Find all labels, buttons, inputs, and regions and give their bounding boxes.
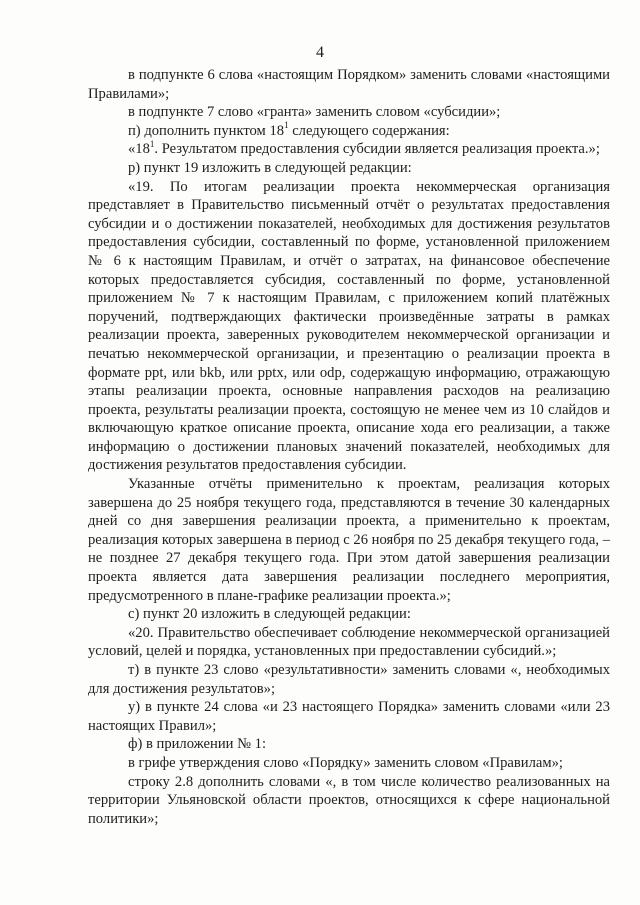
paragraph-subpoint-7: в подпункте 7 слово «гранта» заменить словом «субсидии»; <box>128 104 501 121</box>
paragraph-point-19: «19. По итогам реализации проекта некоммерческая организация представляет в Правительство письменный отчёт о результатах предоставления субсидии и о достижении показателей, необходимых для достижения результатов предоставления субсидии, составленный по форме, установленной приложением № 6 к настоящим Правилам, и отчёт о затратах, на финансовое обеспечение которых предоставляется субсидия, составленный по форме, установленной приложением № 7 к настоящим Правилам, с приложением копий платёжных поручений, подтверждающих фактически произведённые затраты в рамках реализации проекта, заверенных руководителем некоммерческой организации и печатью некоммерческой организации, и презентацию о реализации проекта в формате ppt, или bkb, или pptx, или odp, содержащую информацию, отражающую этапы реализации проекта, основные направления расходов на реализацию проекта, результаты реализации проекта, состоящую не менее чем из 10 слайдов и включающую краткое описание проекта, описание хода его реализации, а также информацию о достижении плановых значений показателей, необходимых для достижения результатов предоставления субсидии. <box>88 178 610 474</box>
paragraph-point-20: «20. Правительство обеспечивает соблюдение некоммерческой организацией условий, целей и порядка, установленных при предоставлении субсидий.»; <box>88 624 610 660</box>
paragraph-subpoint-6: в подпункте 6 слова «настоящим Порядком» заменить словами «настоящими Правилами»; <box>88 67 610 102</box>
paragraph-point-18-1 <box>88 140 610 159</box>
paragraph-line-2-8: строку 2.8 дополнить словами «, в том числе количество реализованных на территории Ульяновской области проектов, относящихся к сфере национальной политики»; <box>88 773 610 827</box>
paragraph-reports: Указанные отчёты применительно к проектам, реализация которых завершена до 25 ноября текущего года, представляются в течение 30 календарных дней со дня завершения реализации проекта, а применительно к проектам, реализация которых завершена в период с 26 ноября по 25 декабря текущего года, – не позднее 27 декабря текущего года. При этом датой завершения реализации проекта является дата завершения реализации последнего мероприятия, предусмотренного в плане-графике реализации проекта.»; <box>88 476 610 604</box>
paragraph-item-s: с) пункт 20 изложить в следующей редакции: <box>128 606 411 623</box>
paragraph-text-tail: . Результатом предоставления субсидии является реализация проекта.»; <box>154 141 600 158</box>
page-number: 4 <box>316 44 324 61</box>
superscript: 1 <box>149 138 155 149</box>
paragraph-item-f: ф) в приложении № 1: <box>128 736 267 753</box>
document-body <box>88 66 610 828</box>
paragraph-approval-stamp: в грифе утверждения слово «Порядку» заменить словом «Правилам»; <box>128 754 563 771</box>
paragraph-item-r: р) пункт 19 изложить в следующей редакции: <box>128 159 412 176</box>
paragraph-item-p <box>88 119 610 141</box>
paragraph-item-u: у) в пункте 24 слова «и 23 настоящего Порядка» заменить словами «или 23 настоящих Правил»; <box>88 699 610 734</box>
paragraph-text: п) дополнить пунктом 18 <box>128 122 285 139</box>
paragraph-item-t: т) в пункте 23 слово «результативности» заменить словами «, необходимых для достижения результатов»; <box>88 662 610 697</box>
paragraph-text-tail: следующего содержания: <box>288 122 450 139</box>
superscript: 1 <box>284 119 289 130</box>
paragraph-text: «18 <box>128 141 150 158</box>
